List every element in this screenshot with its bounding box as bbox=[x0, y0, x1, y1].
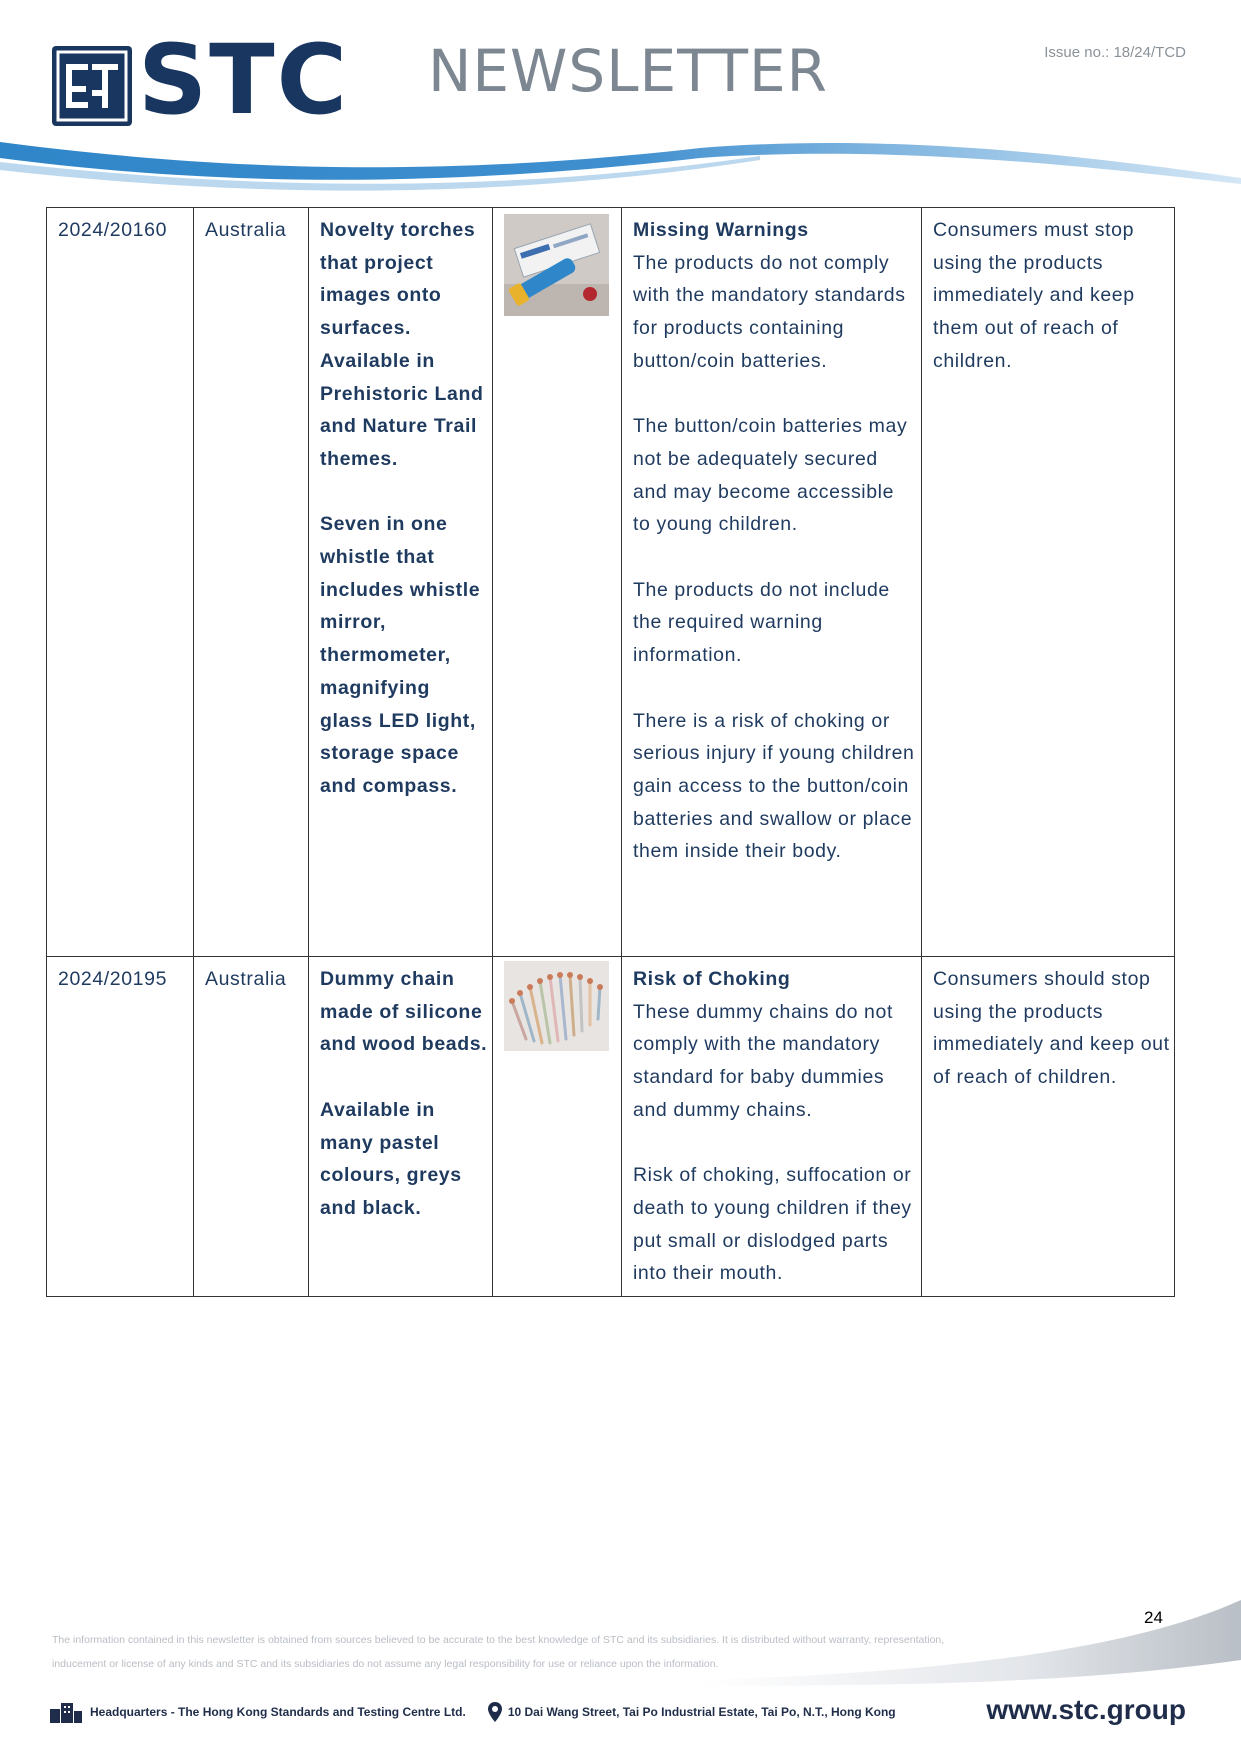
logo-wordmark: STC bbox=[138, 24, 350, 136]
hazard-paragraph: The products do not comply with the mandatory standards for products containing button/coin batteries. bbox=[633, 251, 906, 372]
publication-title: NEWSLETTER bbox=[428, 37, 828, 105]
product-paragraph: Dummy chain made of silicone and wood beads. bbox=[320, 968, 488, 1056]
measure-description: Consumers must stop using the products immediately and keep them out of reach of children. bbox=[922, 208, 1175, 957]
dummy-chain-product-photo-icon bbox=[504, 961, 609, 1051]
header-swoosh bbox=[0, 138, 1241, 200]
product-image-cell bbox=[493, 208, 622, 957]
product-description bbox=[309, 208, 493, 957]
issue-number: Issue no.: 18/24/TCD bbox=[1044, 44, 1186, 61]
measure-description: Consumers should stop using the products immediately and keep out of reach of children. bbox=[922, 957, 1175, 1297]
hazard-paragraph: These dummy chains do not comply with the mandatory standard for baby dummies and dummy chains. bbox=[633, 1000, 893, 1121]
hazard-description bbox=[622, 208, 922, 957]
product-image-cell bbox=[493, 957, 622, 1297]
hazard-title: Risk of Choking bbox=[633, 968, 791, 990]
hazard-paragraph: The products do not include the required warning information. bbox=[633, 578, 890, 667]
footer-contact bbox=[48, 1698, 896, 1726]
table-row bbox=[47, 208, 1175, 957]
hazard-description bbox=[622, 957, 922, 1297]
product-paragraph: Novelty torches that project images onto surfaces. Available in Prehistoric Land and Nature Trail themes. bbox=[320, 219, 484, 470]
product-paragraph: Seven in one whistle that includes whistle mirror, thermometer, magnifying glass LED light, storage space and compass. bbox=[320, 513, 481, 797]
headquarters-text: Headquarters - The Hong Kong Standards and Testing Centre Ltd. bbox=[90, 1705, 466, 1719]
address-text: 10 Dai Wang Street, Tai Po Industrial Estate, Tai Po, N.T., Hong Kong bbox=[507, 1705, 896, 1719]
country: Australia bbox=[194, 957, 309, 1297]
stc-logo-icon bbox=[52, 46, 132, 126]
hazard-title: Missing Warnings bbox=[633, 219, 809, 241]
hazard-paragraph: Risk of choking, suffocation or death to young children if they put small or dislodged parts into their mouth. bbox=[633, 1164, 912, 1285]
reference-number: 2024/20195 bbox=[47, 957, 194, 1297]
country: Australia bbox=[194, 208, 309, 957]
product-paragraph: Available in many pastel colours, greys and black. bbox=[320, 1098, 462, 1219]
recall-table bbox=[46, 207, 1175, 1297]
product-description bbox=[309, 957, 493, 1297]
torch-product-photo-icon bbox=[504, 214, 609, 316]
website-link[interactable]: www.stc.group bbox=[986, 1694, 1186, 1725]
building-icon bbox=[48, 1701, 84, 1723]
hazard-paragraph: The button/coin batteries may not be adequately secured and may become accessible to young children. bbox=[633, 415, 908, 536]
page-number: 24 bbox=[1144, 1608, 1163, 1627]
reference-number: 2024/20160 bbox=[47, 208, 194, 957]
table-row bbox=[47, 957, 1175, 1297]
hazard-paragraph: There is a risk of choking or serious injury if young children gain access to the button/coin batteries and swallow or place them inside their body. bbox=[633, 709, 915, 863]
location-pin-icon bbox=[488, 1702, 502, 1722]
disclaimer: The information contained in this newsletter is obtained from sources believed to be accurate to the best knowledge of STC and its subsidiaries. It is distributed without warranty, representation, inducement or license of any kinds and STC and its subsidiaries do not assume any legal responsibility for use or reliance upon the information. bbox=[52, 1634, 945, 1670]
